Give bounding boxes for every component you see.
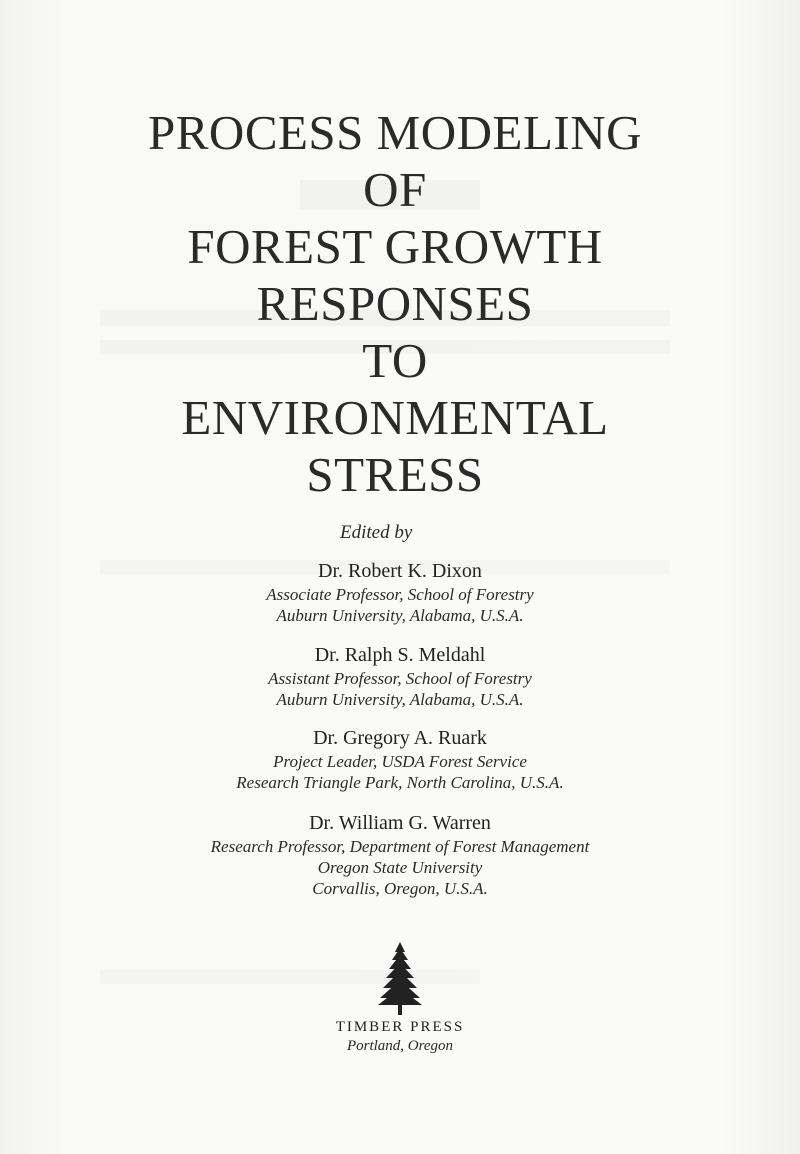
pine-tree-icon	[370, 940, 430, 1015]
editor-location: Corvallis, Oregon, U.S.A.	[312, 879, 488, 898]
editor-name: Dr. Gregory A. Ruark	[313, 727, 487, 749]
editor-name: Dr. William G. Warren	[309, 812, 491, 834]
publisher-city: Portland, Oregon	[346, 1038, 454, 1054]
editor-position: Assistant Professor, School of Forestry	[268, 669, 532, 688]
editor-affiliation: Auburn University, Alabama, U.S.A.	[276, 690, 524, 709]
title-line: OF	[363, 162, 427, 217]
editor-block	[0, 810, 800, 899]
editor-block	[0, 725, 800, 793]
edited-by-label: Edited by	[340, 522, 413, 543]
editor-name: Dr. Robert K. Dixon	[318, 560, 482, 582]
editor-affiliation: Auburn University, Alabama, U.S.A.	[276, 606, 524, 625]
editor-name: Dr. Ralph S. Meldahl	[314, 644, 486, 666]
title-line: RESPONSES	[256, 276, 534, 331]
title-line: TO	[362, 333, 428, 388]
title-line: FOREST GROWTH	[187, 219, 603, 274]
publisher-name: TIMBER PRESS	[335, 1019, 465, 1035]
editor-affiliation: Research Triangle Park, North Carolina, U.S.A.	[236, 773, 564, 792]
title-line: ENVIRONMENTAL	[181, 390, 609, 445]
title-line: PROCESS MODELING	[148, 105, 642, 160]
publisher-block	[290, 940, 510, 1055]
editor-position: Project Leader, USDA Forest Service	[273, 752, 527, 771]
editor-position: Associate Professor, School of Forestry	[266, 585, 534, 604]
editor-affiliation: Oregon State University	[317, 858, 483, 877]
editor-block	[0, 642, 800, 710]
title-line: STRESS	[306, 447, 484, 502]
editor-block	[0, 558, 800, 626]
editor-position: Research Professor, Department of Forest Management	[210, 837, 590, 856]
book-title	[0, 104, 790, 503]
